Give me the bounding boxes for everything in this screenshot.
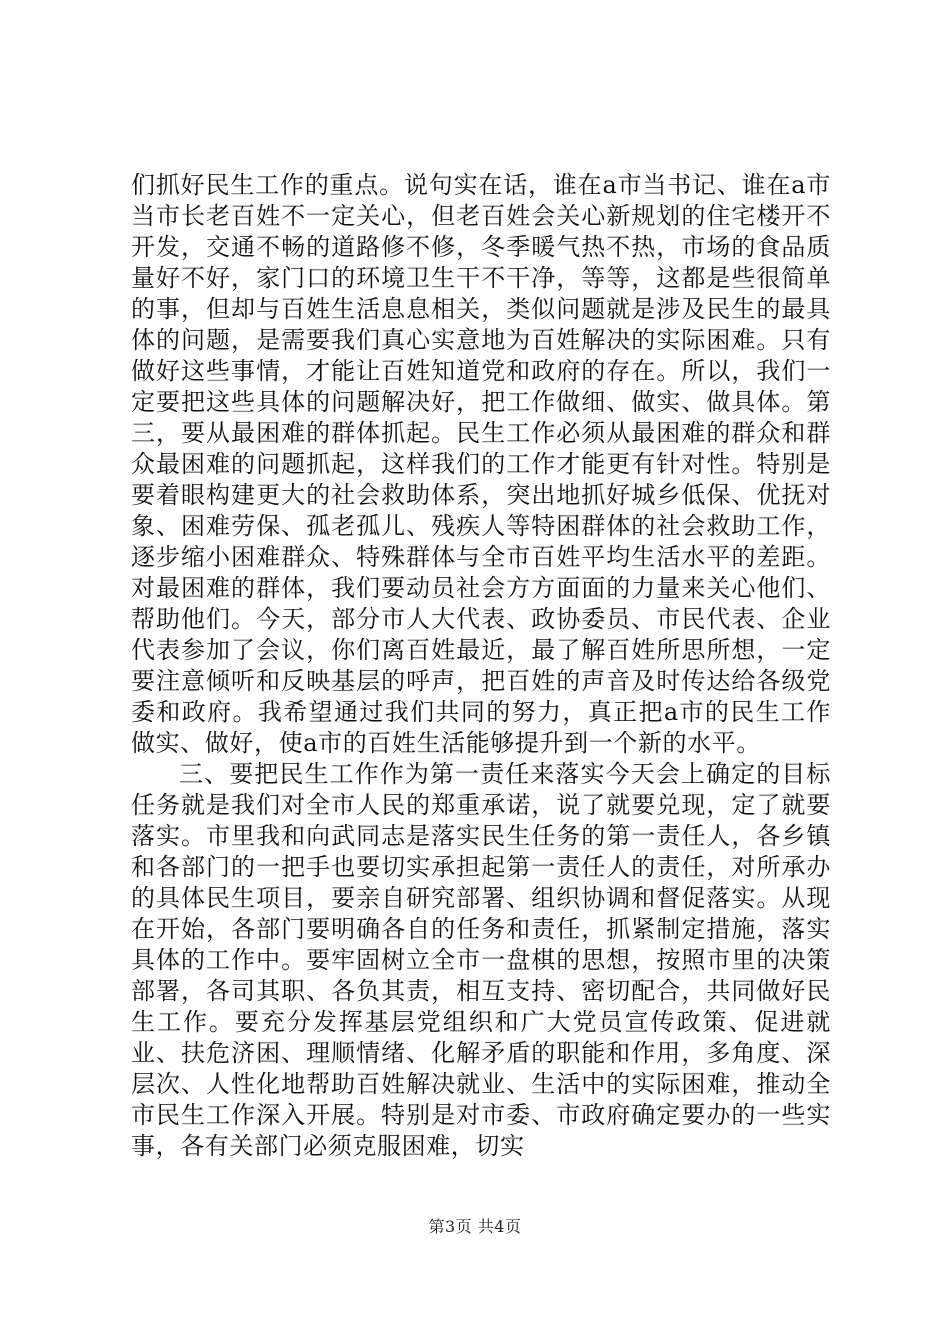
paragraph-section-three: 三、要把民生工作作为第一责任来落实今天会上确定的目标任务就是我们对全市人民的郑重承诺，说了就要兑现，定了就要落实。市里我和向武同志是落实民生任务的第一责任人，各乡镇和各部门的一把手也要切实承担起第一责任人的责任，对所承办的具体民生项目，要亲自研究部署、组织协调和督促落实。从现在开始，各部门要明确各自的任务和责任，抓紧制定措施，落实具体的工作中。要牢固树立全市一盘棋的思想，按照市里的决策部署，各司其职、各负其责，相互支持、密切配合，共同做好民生工作。要充分发挥基层党组织和广大党员宣传政策、促进就业、扶危济困、理顺情绪、化解矛盾的职能和作用，多角度、深层次、人性化地帮助百姓解决就业、生活中的实际困难，推动全市民生工作深入开展。特别是对市委、市政府确定要办的一些实事，各有关部门必须克服困难，切实: [131, 760, 831, 1160]
page-number-footer: 第3页 共4页: [428, 1217, 522, 1236]
body-text: [131, 170, 831, 1162]
paragraph-continued: 们抓好民生工作的重点。说句实在话，谁在a市当书记、谁在a市当市长老百姓不一定关心，但老百姓会关心新规划的住宅楼开不开发，交通不畅的道路修不修，冬季暖气热不热，市场的食品质量好不好，家门口的环境卫生干不干净，等等，这都是些很简单的事，但却与百姓生活息息相关，类似问题就是涉及民生的最具体的问题，是需要我们真心实意地为百姓解决的实际困难。只有做好这些事情，才能让百姓知道党和政府的存在。所以，我们一定要把这些具体的问题解决好，把工作做细、做实、做具体。第三，要从最困难的群体抓起。民生工作必须从最困难的群众和群众最困难的问题抓起，这样我们的工作才能更有针对性。特别是要着眼构建更大的社会救助体系，突出地抓好城乡低保、优抚对象、困难劳保、孤老孤儿、残疾人等特困群体的社会救助工作，逐步缩小困难群众、特殊群体与全市百姓平均生活水平的差距。对最困难的群体，我们要动员社会方方面面的力量来关心他们、帮助他们。今天，部分市人大代表、政协委员、市民代表、企业代表参加了会议，你们离百姓最近，最了解百姓所思所想，一定要注意倾听和反映基层的呼声，把百姓的声音及时传达给各级党委和政府。我希望通过我们共同的努力，真正把a市的民生工作做实、做好，使a市的百姓生活能够提升到一个新的水平。: [131, 171, 831, 757]
